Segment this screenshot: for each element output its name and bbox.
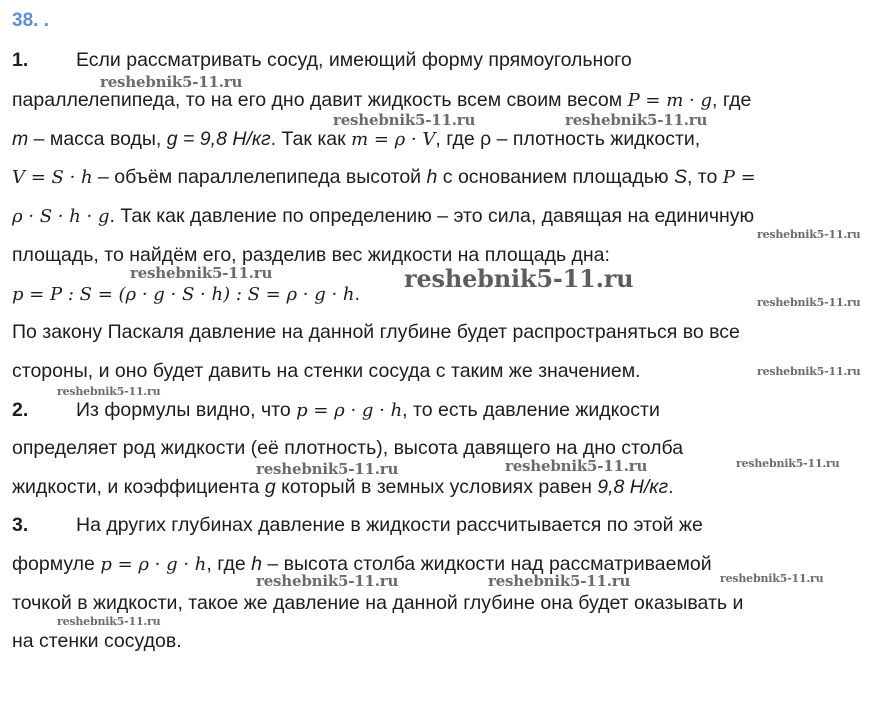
watermark: reshebnik5-11.ru: [130, 264, 273, 282]
formula-pressure-3: p = ρ · g · h: [100, 554, 207, 575]
item-number-3: 3.: [12, 514, 29, 536]
formula-weight-expanded: ρ · S · h · g: [12, 206, 110, 227]
text-line-7: p = P : S = (ρ · g · S · h) : S = ρ · g · h.: [12, 283, 360, 305]
watermark: reshebnik5-11.ru: [100, 73, 243, 91]
watermark: reshebnik5-11.ru: [565, 111, 708, 129]
text-line-8: По закону Паскаля давление на данной глубине будет распространяться во все: [12, 321, 740, 343]
watermark: reshebnik5-11.ru: [757, 228, 861, 241]
text-line-13: 3. На других глубинах давление в жидкости рассчитывается по этой же: [12, 514, 703, 536]
formula-pressure: p = P : S = (ρ · g · S · h) : S = ρ · g · h: [12, 284, 355, 305]
item-number-1: 1.: [12, 49, 29, 71]
text-line-1: 1. Если рассматривать сосуд, имеющий форму прямоугольного: [12, 49, 632, 71]
text-line-2: параллелепипеда, то на его дно давит жидкость всем своим весом P = m · g, где: [12, 89, 752, 111]
watermark-large: reshebnik5-11.ru: [404, 264, 634, 293]
text-line-11: определяет род жидкости (её плотность), высота давящего на дно столба: [12, 437, 684, 459]
text-line-6: площадь, то найдём его, разделив вес жидкости на площадь дна:: [12, 244, 610, 266]
text-line-14: формуле p = ρ · g · h, где h – высота столба жидкости над рассматриваемой: [12, 553, 712, 575]
watermark: reshebnik5-11.ru: [57, 615, 161, 628]
text-line-3: m – масса воды, g = 9,8 Н/кг. Так как m = ρ · V, где ρ – плотность жидкости,: [12, 128, 701, 150]
watermark: reshebnik5-11.ru: [488, 572, 631, 590]
text-line-12: жидкости, и коэффициента g который в земных условиях равен 9,8 Н/кг.: [12, 476, 674, 498]
formula-weight: P = m · g: [627, 90, 712, 111]
watermark: reshebnik5-11.ru: [720, 572, 824, 585]
watermark: reshebnik5-11.ru: [57, 385, 161, 398]
text-line-10: 2. Из формулы видно, что p = ρ · g · h, то есть давление жидкости: [12, 399, 660, 421]
watermark: reshebnik5-11.ru: [256, 460, 399, 478]
text-line-16: на стенки сосудов.: [12, 630, 182, 652]
text-line-9: стороны, и оно будет давить на стенки сосуда с таким же значением.: [12, 360, 641, 382]
watermark: reshebnik5-11.ru: [333, 111, 476, 129]
formula-pressure-2: p = ρ · g · h: [296, 400, 403, 421]
text-line-4: V = S · h – объём параллелепипеда высотой h с основанием площадью S, то P =: [12, 166, 756, 188]
watermark: reshebnik5-11.ru: [256, 572, 399, 590]
watermark: reshebnik5-11.ru: [757, 365, 861, 378]
watermark: reshebnik5-11.ru: [505, 457, 648, 475]
watermark: reshebnik5-11.ru: [757, 296, 861, 309]
text-line-5: ρ · S · h · g. Так как давление по определению – это сила, давящая на единичную: [12, 205, 755, 227]
task-number-heading: 38. .: [12, 10, 49, 31]
text-line-15: точкой в жидкости, такое же давление на данной глубине она будет оказывать и: [12, 592, 744, 614]
item-number-2: 2.: [12, 399, 29, 421]
formula-volume: V = S · h: [12, 167, 93, 188]
formula-mass: m = ρ · V: [351, 129, 436, 150]
watermark: reshebnik5-11.ru: [736, 457, 840, 470]
